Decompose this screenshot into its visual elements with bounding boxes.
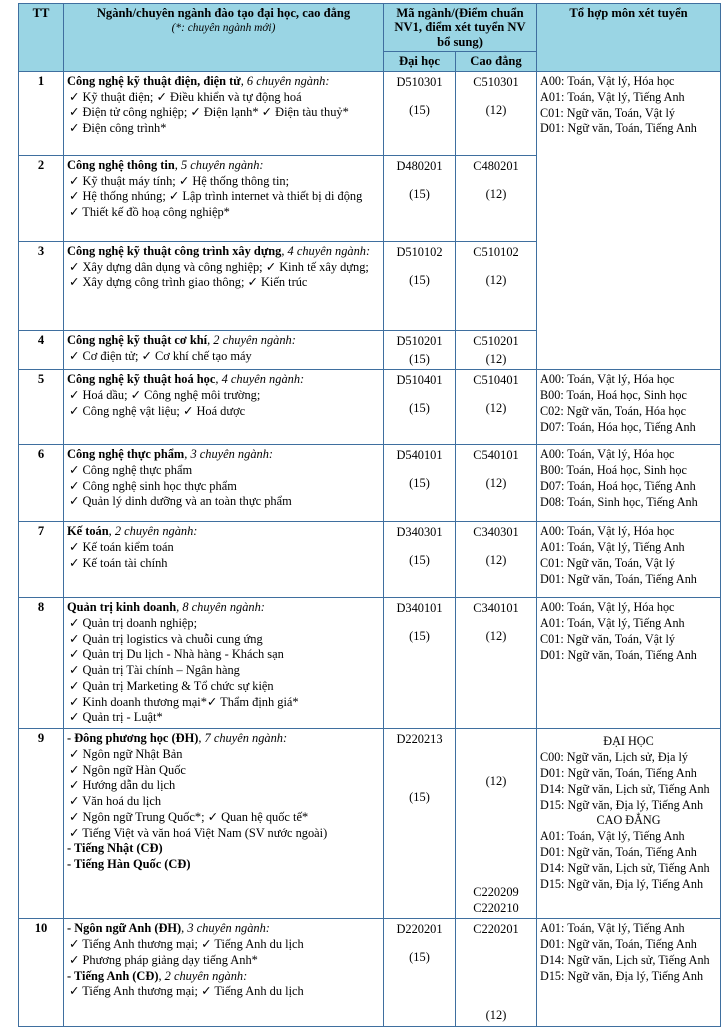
combination-line: D15: Ngữ văn, Địa lý, Tiếng Anh	[540, 968, 704, 983]
row-number: 5	[19, 370, 64, 445]
specialization-item: ✓ Phương pháp giảng dạy tiếng Anh*	[69, 952, 258, 967]
combination-line: D14: Ngữ văn, Lịch sử, Tiếng Anh	[540, 861, 710, 875]
major-cell	[64, 241, 384, 330]
major-cell	[64, 155, 384, 241]
combination-line: A01: Toán, Vật lý, Tiếng Anh	[540, 921, 685, 936]
code-university	[384, 729, 456, 919]
specialization-item: ✓ Quản trị Du lịch - Nhà hàng - Khách sạn	[69, 647, 284, 662]
table-row	[19, 919, 721, 1026]
specialization-item: ✓ Quản trị Marketing & Tổ chức sự kiện	[69, 678, 274, 693]
row-number: 10	[19, 919, 64, 1026]
code-university	[384, 522, 456, 598]
score-university: (15)	[409, 103, 430, 117]
score-college: (12)	[485, 476, 507, 491]
combination-line: C01: Ngữ văn, Toán, Vật lý	[540, 105, 675, 120]
combination-line: C01: Ngữ văn, Toán, Vật lý	[540, 631, 675, 646]
code-college	[456, 522, 537, 598]
specialization-item: ✓ Hướng dẫn du lịch	[69, 778, 176, 793]
score-university: (15)	[409, 476, 430, 491]
code-university-value: D510102	[396, 244, 443, 259]
specialization-item: ✓ Kế toán kiểm toán	[69, 539, 174, 554]
combination-line: C01: Ngữ văn, Toán, Vật lý	[540, 555, 675, 570]
score-university: (15)	[409, 352, 430, 366]
combination-line: A00: Toán, Vật lý, Hóa học	[540, 447, 675, 462]
major-title-secondary: - Tiếng Anh (CĐ), 2 chuyên ngành:	[67, 968, 248, 983]
subject-combination-cell	[537, 729, 721, 919]
table-body	[19, 71, 721, 1026]
score-college: (12)	[485, 401, 507, 416]
score-university: (15)	[409, 187, 430, 201]
header-code-dh: Đại học	[384, 52, 456, 71]
combination-line: A01: Toán, Vật lý, Tiếng Anh	[540, 539, 685, 554]
score-university: (15)	[409, 790, 430, 805]
combination-line: D07: Toán, Hóa học, Tiếng Anh	[540, 419, 696, 434]
score-college: (12)	[485, 103, 507, 117]
table-row	[19, 71, 721, 155]
score-college: (12)	[485, 774, 507, 789]
code-university-value: D340301	[396, 525, 443, 540]
code-college-value: C480201	[473, 158, 519, 173]
code-college	[456, 445, 537, 522]
header-major-note: (*: chuyên ngành mới)	[171, 22, 276, 35]
specialization-item: ✓ Điện công trình*	[69, 121, 167, 136]
code-college-value: C510401	[473, 373, 519, 388]
specialization-item: ✓ Tiếng Anh thương mại; ✓ Tiếng Anh du lịch	[69, 937, 304, 951]
combination-line: D14: Ngữ văn, Lịch sử, Tiếng Anh	[540, 781, 710, 796]
combination-line: A01: Toán, Vật lý, Tiếng Anh	[540, 615, 685, 630]
subject-combination-cell	[537, 445, 721, 522]
row-number: 9	[19, 729, 64, 919]
code-college-extra-value: C220209	[473, 885, 519, 900]
combination-line: D01: Ngữ văn, Toán, Tiếng Anh	[540, 647, 697, 662]
row-number: 8	[19, 598, 64, 729]
code-university-value: D220201	[396, 922, 443, 937]
specialization-item: ✓ Thiết kế đồ hoạ công nghiệp*	[69, 205, 230, 220]
code-university-value: D510201	[396, 333, 443, 348]
specialization-item: ✓ Ngôn ngữ Hàn Quốc	[69, 762, 186, 777]
combination-line: D14: Ngữ văn, Lịch sử, Tiếng Anh	[540, 952, 710, 967]
code-college	[456, 729, 537, 919]
code-university-value: D480201	[396, 158, 443, 173]
combination-line: A01: Toán, Vật lý, Tiếng Anh	[540, 89, 685, 104]
program-line: - Tiếng Hàn Quốc (CĐ)	[67, 857, 191, 872]
code-college	[456, 370, 537, 445]
code-university-value: D510401	[396, 373, 443, 388]
code-university	[384, 155, 456, 241]
score-college: (12)	[485, 1008, 507, 1023]
code-college	[456, 919, 537, 1026]
code-college-value: C340101	[473, 601, 519, 616]
code-university-value: D540101	[396, 448, 443, 463]
specialization-item: ✓ Ngôn ngữ Nhật Bản	[69, 746, 183, 761]
specialization-item: ✓ Công nghệ thực phẩm	[69, 462, 193, 477]
major-title: Công nghệ kỹ thuật công trình xây dựng, 4 chuyên ngành:	[67, 243, 371, 258]
code-university	[384, 598, 456, 729]
code-college-value: C220201	[473, 922, 519, 937]
subject-combination-cell	[537, 522, 721, 598]
specialization-item: ✓ Văn hoá du lịch	[69, 794, 162, 809]
major-title: - Ngôn ngữ Anh (ĐH), 3 chuyên ngành:	[67, 921, 270, 936]
major-cell	[64, 598, 384, 729]
major-title: Công nghệ kỹ thuật điện, điện tử, 6 chuyên ngành:	[67, 73, 330, 88]
admissions-table	[18, 3, 721, 1027]
combination-line: D07: Toán, Hoá học, Tiếng Anh	[540, 478, 696, 493]
specialization-item: ✓ Kỹ thuật điện; ✓ Điều khiển và tự động hoá	[69, 89, 302, 104]
subject-combination-cell	[537, 598, 721, 729]
code-university	[384, 330, 456, 369]
code-college	[456, 71, 537, 155]
score-university: (15)	[409, 273, 430, 287]
header-row-main	[19, 4, 721, 52]
code-college-value: C340301	[473, 525, 519, 540]
major-cell	[64, 729, 384, 919]
subject-combination-cell	[537, 370, 721, 445]
code-university-value: D220213	[396, 732, 443, 747]
specialization-item: ✓ Xây dựng công trình giao thông; ✓ Kiến trúc	[69, 275, 308, 290]
subject-combination-cell	[537, 71, 721, 369]
combination-line: D08: Toán, Sinh học, Tiếng Anh	[540, 494, 698, 509]
score-college: (12)	[485, 629, 507, 644]
subject-combination-cell	[537, 919, 721, 1026]
row-number: 7	[19, 522, 64, 598]
specialization-item: ✓ Cơ điện tử; ✓ Cơ khí chế tạo máy	[69, 348, 252, 363]
specialization-item: ✓ Tiếng Anh thương mại; ✓ Tiếng Anh du lịch	[69, 984, 304, 999]
header-major	[64, 4, 384, 72]
header-code-cd: Cao đẳng	[456, 52, 537, 71]
row-number: 1	[19, 71, 64, 155]
row-number: 4	[19, 330, 64, 369]
code-college-value: C510301	[473, 74, 519, 89]
score-college: (12)	[485, 187, 507, 201]
table-row	[19, 522, 721, 598]
row-number: 3	[19, 241, 64, 330]
score-university: (15)	[409, 401, 430, 416]
code-college	[456, 155, 537, 241]
specialization-item: ✓ Ngôn ngữ Trung Quốc*; ✓ Quan hệ quốc tế*	[69, 809, 309, 824]
major-title: - Đông phương học (ĐH), 7 chuyên ngành:	[67, 731, 288, 746]
code-college	[456, 598, 537, 729]
combination-line: D01: Ngữ văn, Toán, Tiếng Anh	[540, 845, 697, 860]
major-cell	[64, 71, 384, 155]
specialization-item: ✓ Tiếng Việt và văn hoá Việt Nam (SV nước ngoài)	[69, 825, 328, 840]
major-title: Kế toán, 2 chuyên ngành:	[67, 524, 198, 539]
code-university	[384, 71, 456, 155]
code-university-value: D510301	[396, 74, 443, 89]
score-university: (15)	[409, 629, 430, 644]
table-row	[19, 729, 721, 919]
code-college	[456, 241, 537, 330]
code-college-extra	[459, 885, 533, 916]
score-university: (15)	[409, 950, 430, 965]
specialization-item: ✓ Quản trị doanh nghiệp;	[69, 615, 198, 630]
code-college-extra-value: C220210	[473, 900, 519, 915]
combination-line: C02: Ngữ văn, Toán, Hóa học	[540, 403, 687, 418]
specialization-item: ✓ Kinh doanh thương mại*✓ Thẩm định giá*	[69, 694, 299, 709]
header-major-text: Ngành/chuyên ngành đào tạo đại học, cao đẳng	[96, 6, 351, 20]
combination-heading: CAO ĐẲNG	[596, 813, 661, 828]
combination-line: D15: Ngữ văn, Địa lý, Tiếng Anh	[540, 797, 704, 812]
specialization-item: ✓ Kỹ thuật máy tính; ✓ Hệ thống thông tin;	[69, 173, 290, 188]
combination-line: D15: Ngữ văn, Địa lý, Tiếng Anh	[540, 876, 704, 891]
code-university	[384, 919, 456, 1026]
specialization-item: ✓ Quản trị - Luật*	[69, 710, 163, 725]
specialization-item: ✓ Hoá dầu; ✓ Công nghệ môi trường;	[69, 387, 261, 402]
major-title: Quản trị kinh doanh, 8 chuyên ngành:	[67, 600, 265, 615]
combination-line: B00: Toán, Hoá học, Sinh học	[540, 462, 687, 477]
major-title: Công nghệ kỹ thuật cơ khí, 2 chuyên ngành:	[67, 332, 296, 347]
code-university	[384, 241, 456, 330]
major-title: Công nghệ thông tin, 5 chuyên ngành:	[67, 157, 264, 172]
specialization-item: ✓ Kế toán tài chính	[69, 555, 168, 570]
specialization-item: ✓ Quản trị Tài chính – Ngân hàng	[69, 663, 240, 678]
combination-line: D01: Ngữ văn, Toán, Tiếng Anh	[540, 121, 697, 136]
major-cell	[64, 522, 384, 598]
code-university	[384, 370, 456, 445]
table-header	[19, 4, 721, 72]
code-college-value: C510102	[473, 244, 519, 259]
major-cell	[64, 445, 384, 522]
combination-line: C00: Ngữ văn, Lịch sử, Địa lý	[540, 749, 688, 764]
combination-line: D01: Ngữ văn, Toán, Tiếng Anh	[540, 937, 697, 952]
combination-line: B00: Toán, Hoá học, Sinh học	[540, 387, 687, 402]
specialization-item: ✓ Xây dựng dân dụng và công nghiệp; ✓ Kinh tế xây dựng;	[69, 259, 369, 274]
code-college	[456, 330, 537, 369]
code-college-value: C540101	[473, 448, 519, 463]
specialization-item: ✓ Quản lý dinh dưỡng và an toàn thực phẩm	[69, 494, 292, 509]
table-row	[19, 445, 721, 522]
specialization-item: ✓ Điện tử công nghiệp; ✓ Điện lạnh* ✓ Điện tàu thuỷ*	[69, 105, 349, 120]
combination-line: A00: Toán, Vật lý, Hóa học	[540, 73, 675, 88]
major-cell	[64, 330, 384, 369]
program-line: - Tiếng Nhật (CĐ)	[67, 841, 163, 856]
specialization-item: ✓ Công nghệ sinh học thực phẩm	[69, 478, 237, 493]
table-row	[19, 370, 721, 445]
major-cell	[64, 370, 384, 445]
header-combo: Tổ hợp môn xét tuyển	[537, 4, 721, 72]
code-university	[384, 445, 456, 522]
header-code: Mã ngành/(Điểm chuẩn NV1, điểm xét tuyển NV bổ sung)	[384, 4, 537, 52]
code-college-value: C510201	[473, 333, 519, 348]
combination-line: A00: Toán, Vật lý, Hóa học	[540, 524, 675, 539]
code-university-value: D340101	[396, 601, 443, 616]
major-cell	[64, 919, 384, 1026]
score-college: (12)	[485, 352, 507, 366]
score-university: (15)	[409, 553, 430, 568]
table-row	[19, 598, 721, 729]
specialization-item: ✓ Quản trị logistics và chuỗi cung ứng	[69, 631, 263, 646]
score-college: (12)	[485, 273, 507, 287]
row-number: 6	[19, 445, 64, 522]
combination-line: A01: Toán, Vật lý, Tiếng Anh	[540, 829, 685, 844]
combination-heading: ĐẠI HỌC	[603, 734, 654, 749]
major-title: Công nghệ kỹ thuật hoá học, 4 chuyên ngành:	[67, 372, 305, 387]
combination-line: A00: Toán, Vật lý, Hóa học	[540, 600, 675, 615]
combination-line: D01: Ngữ văn, Toán, Tiếng Anh	[540, 571, 697, 586]
combination-line: A00: Toán, Vật lý, Hóa học	[540, 372, 675, 387]
row-number: 2	[19, 155, 64, 241]
specialization-item: ✓ Hệ thống nhúng; ✓ Lập trình internet và thiết bị di động	[69, 189, 363, 204]
major-title: Công nghệ thực phẩm, 3 chuyên ngành:	[67, 447, 274, 462]
combination-line: D01: Ngữ văn, Toán, Tiếng Anh	[540, 765, 697, 780]
header-tt: TT	[19, 4, 64, 72]
score-college: (12)	[485, 553, 507, 568]
specialization-item: ✓ Công nghệ vật liệu; ✓ Hoá dược	[69, 403, 246, 418]
